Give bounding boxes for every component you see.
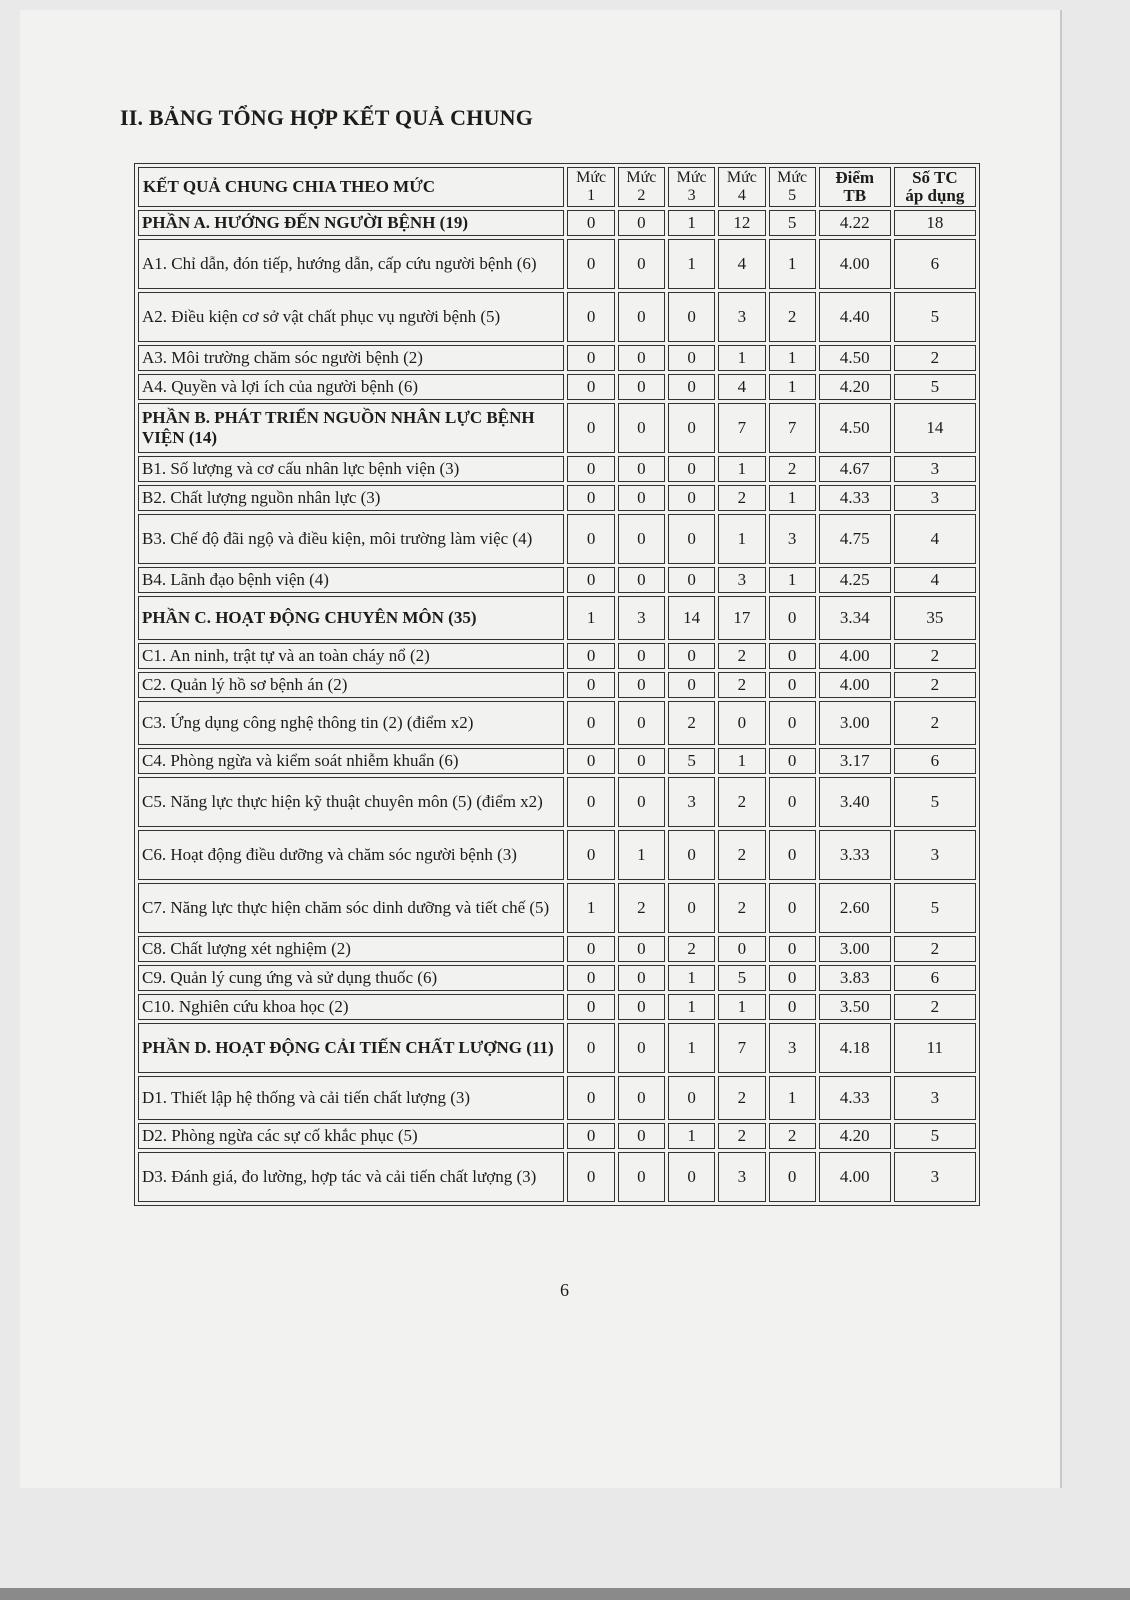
criterion-label: A3. Môi trường chăm sóc người bệnh (2): [138, 345, 564, 371]
cell-muc-1: 0: [567, 1152, 614, 1202]
cell-diem-tb: 4.00: [819, 1152, 891, 1202]
cell-muc-1: 0: [567, 748, 614, 774]
cell-muc-3: 0: [668, 514, 715, 564]
cell-muc-4: 2: [718, 643, 765, 669]
cell-so-tc: 2: [894, 672, 976, 698]
header-muc-4: Mức 4: [718, 167, 765, 207]
table-row: [138, 672, 976, 698]
criterion-label: A2. Điều kiện cơ sở vật chất phục vụ người bệnh (5): [138, 292, 564, 342]
cell-muc-3: 0: [668, 345, 715, 371]
cell-muc-5: 0: [769, 1152, 816, 1202]
cell-muc-2: 0: [618, 965, 665, 991]
cell-muc-2: 0: [618, 345, 665, 371]
criterion-label: PHẦN B. PHÁT TRIỂN NGUỒN NHÂN LỰC BỆNH VIỆN (14): [138, 403, 564, 453]
header-muc-3: Mức 3: [668, 167, 715, 207]
cell-muc-1: 0: [567, 292, 614, 342]
cell-muc-2: 0: [618, 567, 665, 593]
header-diem-tb: Điểm TB: [819, 167, 891, 207]
cell-muc-1: 0: [567, 701, 614, 745]
table-row: [138, 936, 976, 962]
cell-diem-tb: 4.33: [819, 1076, 891, 1120]
cell-diem-tb: 4.18: [819, 1023, 891, 1073]
table-row: [138, 643, 976, 669]
cell-muc-5: 0: [769, 830, 816, 880]
cell-muc-3: 0: [668, 1152, 715, 1202]
cell-muc-2: 0: [618, 485, 665, 511]
criterion-label: C3. Ứng dụng công nghệ thông tin (2) (điểm x2): [138, 701, 564, 745]
cell-muc-4: 0: [718, 936, 765, 962]
cell-muc-4: 1: [718, 456, 765, 482]
cell-muc-2: 0: [618, 994, 665, 1020]
results-table: [134, 163, 980, 1206]
cell-muc-1: 0: [567, 1023, 614, 1073]
cell-muc-3: 1: [668, 1123, 715, 1149]
cell-muc-3: 2: [668, 936, 715, 962]
table-row: [138, 456, 976, 482]
cell-muc-2: 0: [618, 292, 665, 342]
cell-muc-2: 0: [618, 748, 665, 774]
criterion-label: D3. Đánh giá, đo lường, hợp tác và cải tiến chất lượng (3): [138, 1152, 564, 1202]
cell-so-tc: 4: [894, 567, 976, 593]
cell-muc-3: 0: [668, 1076, 715, 1120]
cell-muc-3: 3: [668, 777, 715, 827]
table-row: [138, 567, 976, 593]
cell-muc-5: 0: [769, 643, 816, 669]
cell-muc-2: 0: [618, 701, 665, 745]
cell-muc-2: 0: [618, 1123, 665, 1149]
cell-muc-5: 0: [769, 596, 816, 640]
cell-muc-3: 0: [668, 403, 715, 453]
cell-muc-2: 0: [618, 239, 665, 289]
cell-muc-2: 0: [618, 210, 665, 236]
cell-muc-5: 0: [769, 883, 816, 933]
section-row: [138, 403, 976, 453]
cell-muc-1: 0: [567, 830, 614, 880]
cell-muc-5: 1: [769, 345, 816, 371]
cell-muc-2: 0: [618, 643, 665, 669]
cell-muc-1: 0: [567, 672, 614, 698]
table-row: [138, 292, 976, 342]
cell-so-tc: 14: [894, 403, 976, 453]
cell-muc-3: 1: [668, 210, 715, 236]
cell-muc-4: 3: [718, 292, 765, 342]
criterion-label: A1. Chỉ dẫn, đón tiếp, hướng dẫn, cấp cứu người bệnh (6): [138, 239, 564, 289]
criterion-label: C2. Quản lý hồ sơ bệnh án (2): [138, 672, 564, 698]
cell-muc-3: 14: [668, 596, 715, 640]
cell-diem-tb: 4.00: [819, 239, 891, 289]
cell-muc-2: 0: [618, 672, 665, 698]
cell-diem-tb: 4.22: [819, 210, 891, 236]
cell-diem-tb: 4.00: [819, 672, 891, 698]
cell-muc-3: 0: [668, 672, 715, 698]
criterion-label: C10. Nghiên cứu khoa học (2): [138, 994, 564, 1020]
criterion-label: C7. Năng lực thực hiện chăm sóc dinh dưỡng và tiết chế (5): [138, 883, 564, 933]
cell-muc-3: 0: [668, 456, 715, 482]
cell-diem-tb: 4.20: [819, 374, 891, 400]
cell-muc-2: 0: [618, 1023, 665, 1073]
criterion-label: PHẦN A. HƯỚNG ĐẾN NGƯỜI BỆNH (19): [138, 210, 564, 236]
cell-muc-3: 0: [668, 643, 715, 669]
cell-muc-5: 2: [769, 1123, 816, 1149]
cell-diem-tb: 3.17: [819, 748, 891, 774]
criterion-label: C9. Quản lý cung ứng và sử dụng thuốc (6): [138, 965, 564, 991]
cell-muc-4: 4: [718, 239, 765, 289]
cell-so-tc: 5: [894, 1123, 976, 1149]
table-row: [138, 965, 976, 991]
cell-muc-1: 0: [567, 1076, 614, 1120]
table-row: [138, 994, 976, 1020]
criterion-label: A4. Quyền và lợi ích của người bệnh (6): [138, 374, 564, 400]
criterion-label: B4. Lãnh đạo bệnh viện (4): [138, 567, 564, 593]
cell-muc-3: 1: [668, 1023, 715, 1073]
cell-diem-tb: 4.50: [819, 345, 891, 371]
criterion-label: C8. Chất lượng xét nghiệm (2): [138, 936, 564, 962]
cell-muc-1: 0: [567, 403, 614, 453]
cell-muc-3: 1: [668, 239, 715, 289]
cell-so-tc: 2: [894, 936, 976, 962]
cell-so-tc: 2: [894, 345, 976, 371]
cell-muc-5: 0: [769, 701, 816, 745]
cell-diem-tb: 4.67: [819, 456, 891, 482]
cell-muc-5: 1: [769, 374, 816, 400]
cell-muc-5: 0: [769, 672, 816, 698]
table-row: [138, 514, 976, 564]
cell-so-tc: 35: [894, 596, 976, 640]
cell-muc-1: 0: [567, 567, 614, 593]
cell-muc-1: 0: [567, 643, 614, 669]
cell-muc-2: 0: [618, 777, 665, 827]
cell-muc-5: 0: [769, 777, 816, 827]
cell-muc-1: 0: [567, 1123, 614, 1149]
cell-muc-4: 17: [718, 596, 765, 640]
section-row: [138, 210, 976, 236]
cell-muc-5: 0: [769, 936, 816, 962]
header-muc-2: Mức 2: [618, 167, 665, 207]
cell-muc-3: 0: [668, 374, 715, 400]
cell-muc-5: 0: [769, 965, 816, 991]
cell-muc-1: 0: [567, 994, 614, 1020]
cell-muc-4: 3: [718, 1152, 765, 1202]
cell-so-tc: 5: [894, 883, 976, 933]
cell-muc-5: 0: [769, 748, 816, 774]
cell-muc-5: 2: [769, 292, 816, 342]
cell-muc-2: 0: [618, 403, 665, 453]
cell-muc-1: 1: [567, 596, 614, 640]
cell-diem-tb: 2.60: [819, 883, 891, 933]
cell-diem-tb: 4.75: [819, 514, 891, 564]
table-header-row: [138, 167, 976, 207]
cell-muc-3: 1: [668, 965, 715, 991]
cell-muc-1: 0: [567, 777, 614, 827]
table-row: [138, 345, 976, 371]
cell-muc-2: 1: [618, 830, 665, 880]
cell-muc-4: 1: [718, 345, 765, 371]
cell-muc-1: 0: [567, 210, 614, 236]
criterion-label: C4. Phòng ngừa và kiểm soát nhiễm khuẩn (6): [138, 748, 564, 774]
header-so-tc: Số TC áp dụng: [894, 167, 976, 207]
cell-diem-tb: 4.33: [819, 485, 891, 511]
cell-diem-tb: 3.83: [819, 965, 891, 991]
cell-muc-4: 1: [718, 748, 765, 774]
cell-diem-tb: 3.00: [819, 701, 891, 745]
cell-muc-2: 2: [618, 883, 665, 933]
cell-diem-tb: 4.25: [819, 567, 891, 593]
cell-muc-4: 2: [718, 1123, 765, 1149]
cell-muc-2: 3: [618, 596, 665, 640]
cell-muc-3: 0: [668, 883, 715, 933]
cell-so-tc: 3: [894, 1076, 976, 1120]
cell-so-tc: 6: [894, 965, 976, 991]
cell-muc-4: 12: [718, 210, 765, 236]
cell-diem-tb: 4.20: [819, 1123, 891, 1149]
page-number: 6: [560, 1280, 569, 1300]
criterion-label: D1. Thiết lập hệ thống và cải tiến chất lượng (3): [138, 1076, 564, 1120]
criterion-label: B1. Số lượng và cơ cấu nhân lực bệnh viện (3): [138, 456, 564, 482]
cell-so-tc: 3: [894, 830, 976, 880]
cell-muc-4: 1: [718, 994, 765, 1020]
cell-muc-1: 0: [567, 514, 614, 564]
cell-diem-tb: 3.34: [819, 596, 891, 640]
cell-diem-tb: 4.50: [819, 403, 891, 453]
cell-muc-4: 5: [718, 965, 765, 991]
cell-muc-3: 1: [668, 994, 715, 1020]
table-row: [138, 374, 976, 400]
cell-so-tc: 4: [894, 514, 976, 564]
cell-muc-5: 1: [769, 485, 816, 511]
cell-muc-4: 2: [718, 883, 765, 933]
table-row: [138, 1076, 976, 1120]
table-row: [138, 748, 976, 774]
cell-so-tc: 2: [894, 994, 976, 1020]
cell-muc-5: 3: [769, 514, 816, 564]
cell-so-tc: 18: [894, 210, 976, 236]
cell-muc-5: 3: [769, 1023, 816, 1073]
cell-muc-1: 0: [567, 485, 614, 511]
cell-diem-tb: 3.33: [819, 830, 891, 880]
table-row: [138, 883, 976, 933]
header-muc-1: Mức 1: [567, 167, 614, 207]
cell-muc-4: 2: [718, 485, 765, 511]
cell-muc-5: 5: [769, 210, 816, 236]
cell-muc-4: 1: [718, 514, 765, 564]
cell-muc-5: 1: [769, 1076, 816, 1120]
cell-muc-2: 0: [618, 1076, 665, 1120]
cell-muc-3: 0: [668, 830, 715, 880]
cell-muc-1: 0: [567, 239, 614, 289]
header-muc-5: Mức 5: [769, 167, 816, 207]
cell-muc-5: 1: [769, 239, 816, 289]
cell-muc-2: 0: [618, 374, 665, 400]
cell-muc-1: 1: [567, 883, 614, 933]
cell-muc-1: 0: [567, 965, 614, 991]
criterion-label: PHẦN C. HOẠT ĐỘNG CHUYÊN MÔN (35): [138, 596, 564, 640]
cell-muc-2: 0: [618, 514, 665, 564]
cell-muc-4: 2: [718, 1076, 765, 1120]
table-row: [138, 777, 976, 827]
cell-muc-2: 0: [618, 1152, 665, 1202]
cell-so-tc: 3: [894, 485, 976, 511]
cell-muc-3: 0: [668, 567, 715, 593]
cell-so-tc: 2: [894, 701, 976, 745]
cell-diem-tb: 4.40: [819, 292, 891, 342]
table-row: [138, 485, 976, 511]
cell-diem-tb: 3.40: [819, 777, 891, 827]
criterion-label: B3. Chế độ đãi ngộ và điều kiện, môi trường làm việc (4): [138, 514, 564, 564]
header-label: KẾT QUẢ CHUNG CHIA THEO MỨC: [138, 167, 564, 207]
cell-muc-1: 0: [567, 345, 614, 371]
cell-muc-4: 0: [718, 701, 765, 745]
cell-diem-tb: 3.00: [819, 936, 891, 962]
cell-so-tc: 11: [894, 1023, 976, 1073]
cell-muc-4: 4: [718, 374, 765, 400]
cell-muc-4: 2: [718, 830, 765, 880]
table-row: [138, 830, 976, 880]
cell-so-tc: 3: [894, 1152, 976, 1202]
cell-muc-5: 0: [769, 994, 816, 1020]
cell-muc-2: 0: [618, 936, 665, 962]
cell-muc-4: 7: [718, 1023, 765, 1073]
cell-so-tc: 2: [894, 643, 976, 669]
cell-muc-1: 0: [567, 456, 614, 482]
criterion-label: B2. Chất lượng nguồn nhân lực (3): [138, 485, 564, 511]
cell-diem-tb: 4.00: [819, 643, 891, 669]
cell-so-tc: 6: [894, 239, 976, 289]
criterion-label: C5. Năng lực thực hiện kỹ thuật chuyên môn (5) (điểm x2): [138, 777, 564, 827]
cell-muc-5: 7: [769, 403, 816, 453]
cell-muc-1: 0: [567, 374, 614, 400]
section-row: [138, 1023, 976, 1073]
criterion-label: C6. Hoạt động điều dưỡng và chăm sóc người bệnh (3): [138, 830, 564, 880]
table-row: [138, 701, 976, 745]
cell-muc-4: 7: [718, 403, 765, 453]
cell-so-tc: 5: [894, 777, 976, 827]
criterion-label: D2. Phòng ngừa các sự cố khắc phục (5): [138, 1123, 564, 1149]
cell-muc-4: 2: [718, 672, 765, 698]
cell-muc-1: 0: [567, 936, 614, 962]
cell-so-tc: 6: [894, 748, 976, 774]
cell-muc-3: 2: [668, 701, 715, 745]
cell-diem-tb: 3.50: [819, 994, 891, 1020]
cell-muc-3: 0: [668, 292, 715, 342]
cell-so-tc: 3: [894, 456, 976, 482]
criterion-label: PHẦN D. HOẠT ĐỘNG CẢI TIẾN CHẤT LƯỢNG (11): [138, 1023, 564, 1073]
page-title: II. BẢNG TỔNG HỢP KẾT QUẢ CHUNG: [120, 105, 534, 130]
table-row: [138, 1152, 976, 1202]
cell-muc-5: 2: [769, 456, 816, 482]
cell-muc-4: 3: [718, 567, 765, 593]
criterion-label: C1. An ninh, trật tự và an toàn cháy nổ (2): [138, 643, 564, 669]
cell-muc-2: 0: [618, 456, 665, 482]
section-row: [138, 596, 976, 640]
cell-muc-3: 5: [668, 748, 715, 774]
cell-muc-3: 0: [668, 485, 715, 511]
cell-muc-5: 1: [769, 567, 816, 593]
table-row: [138, 239, 976, 289]
cell-muc-4: 2: [718, 777, 765, 827]
cell-so-tc: 5: [894, 292, 976, 342]
scan-bottom-edge: [0, 1588, 1130, 1600]
cell-so-tc: 5: [894, 374, 976, 400]
table-body: [138, 210, 976, 1202]
table-row: [138, 1123, 976, 1149]
